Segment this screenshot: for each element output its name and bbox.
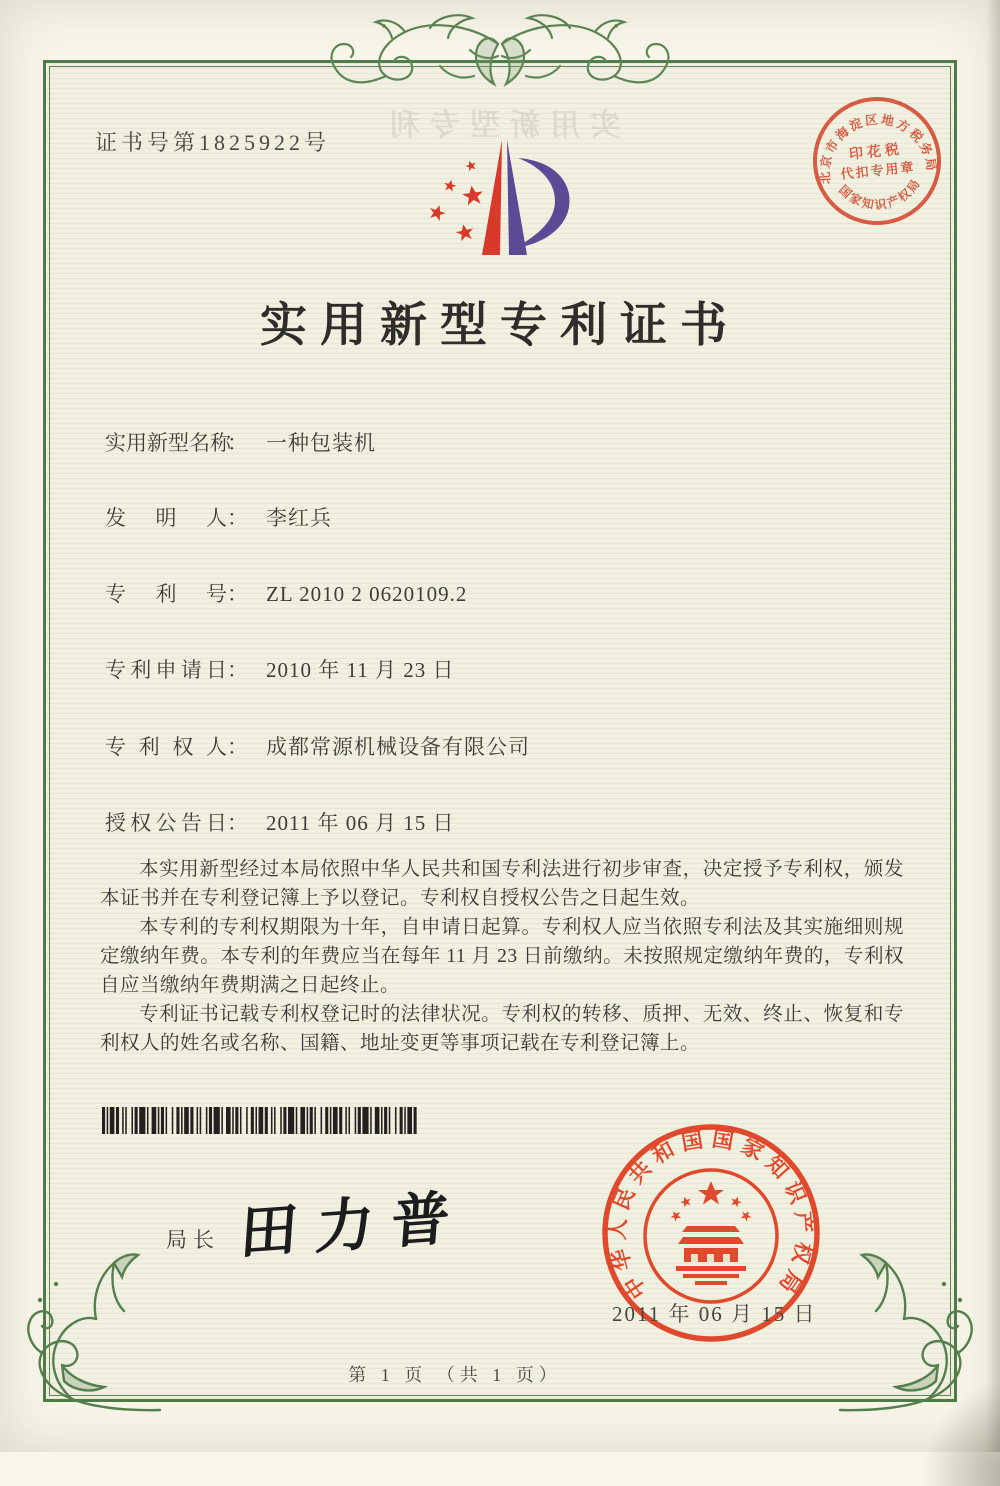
field-value: 2011 年 06 月 15 日	[266, 811, 455, 835]
field-patentee	[105, 731, 530, 761]
field-patent-number	[105, 578, 467, 608]
stamp-center-line2: 代扣专用章	[839, 159, 917, 182]
national-emblem-icon	[645, 1170, 777, 1302]
commissioner-label: 局长	[166, 1228, 220, 1252]
field-value: 一种包装机	[266, 431, 376, 455]
stamp-center-line1: 印花税	[848, 142, 904, 163]
field-colon: ：	[227, 811, 248, 835]
field-label: 专利号	[105, 582, 227, 606]
field-label: 专利权人	[105, 735, 227, 759]
field-colon: ：	[227, 582, 248, 606]
dragon-ornament-icon	[320, 4, 680, 108]
field-label: 专利申请日	[105, 658, 227, 682]
stamp-ring-bottom-text: 国家知识产权局	[836, 175, 924, 213]
stamp-ring-top-text: 北京市海淀区地方税务局	[817, 112, 939, 185]
field-label: 授权公告日	[105, 811, 227, 835]
field-inventor	[105, 502, 332, 532]
legal-text-block	[100, 855, 904, 1058]
patent-office-logo	[415, 133, 577, 265]
scan-edge-shadow	[986, 0, 1000, 1452]
field-grant-date	[105, 807, 454, 837]
field-colon: ：	[227, 506, 248, 530]
certificate-title: 实用新型专利证书	[260, 300, 740, 352]
field-filing-date	[105, 654, 454, 684]
field-colon: ：	[227, 735, 248, 759]
barcode	[102, 1107, 418, 1134]
page-number: 第 1 页 （共 1 页）	[348, 1365, 562, 1385]
seal-ring-text: 中华人民共和国国家知识产权局	[605, 1126, 817, 1303]
page-curl-shadow	[910, 1376, 1000, 1486]
field-label: 发明人	[105, 506, 227, 530]
field-value: ZL 2010 2 0620109.2	[266, 582, 468, 606]
paragraph-register-statement: 专利证书记载专利权登记时的法律状况。专利权的转移、质押、无效、终止、恢复和专利权人的姓名或名称、国籍、地址变更等事项记载在专利登记簿上。	[100, 1004, 904, 1054]
bleedthrough-ghost-text: 实用新型专利	[380, 109, 620, 142]
field-colon: ：	[227, 431, 248, 455]
certificate-number: 证书号第1825922号	[95, 130, 331, 155]
field-colon: ：	[227, 658, 248, 682]
field-value: 2010 年 11 月 23 日	[266, 658, 455, 682]
commissioner-signature: 田力普	[237, 1184, 470, 1267]
field-utility-model-name	[105, 427, 376, 457]
corner-flourish-icon	[12, 1250, 164, 1416]
tax-withholding-stamp	[801, 85, 953, 237]
paragraph-grant-statement: 本实用新型经过本局依照中华人民共和国专利法进行初步审查，决定授予专利权，颁发本证书并在专利登记簿上予以登记。专利权自授权公告之日起生效。	[100, 859, 904, 909]
field-label: 实用新型名称	[105, 431, 231, 455]
seal-issue-date: 2011 年 06 月 15 日	[612, 1302, 817, 1326]
field-value: 成都常源机械设备有限公司	[266, 735, 530, 759]
field-value: 李红兵	[266, 506, 332, 530]
paragraph-term-and-fees: 本专利的专利权期限为十年，自申请日起算。专利权人应当依照专利法及其实施细则规定缴纳年费。本专利的年费应当在每年 11 月 23 日前缴纳。未按照规定缴纳年费的，专利权自应当缴纳年费期满之日起终止。	[100, 917, 904, 996]
